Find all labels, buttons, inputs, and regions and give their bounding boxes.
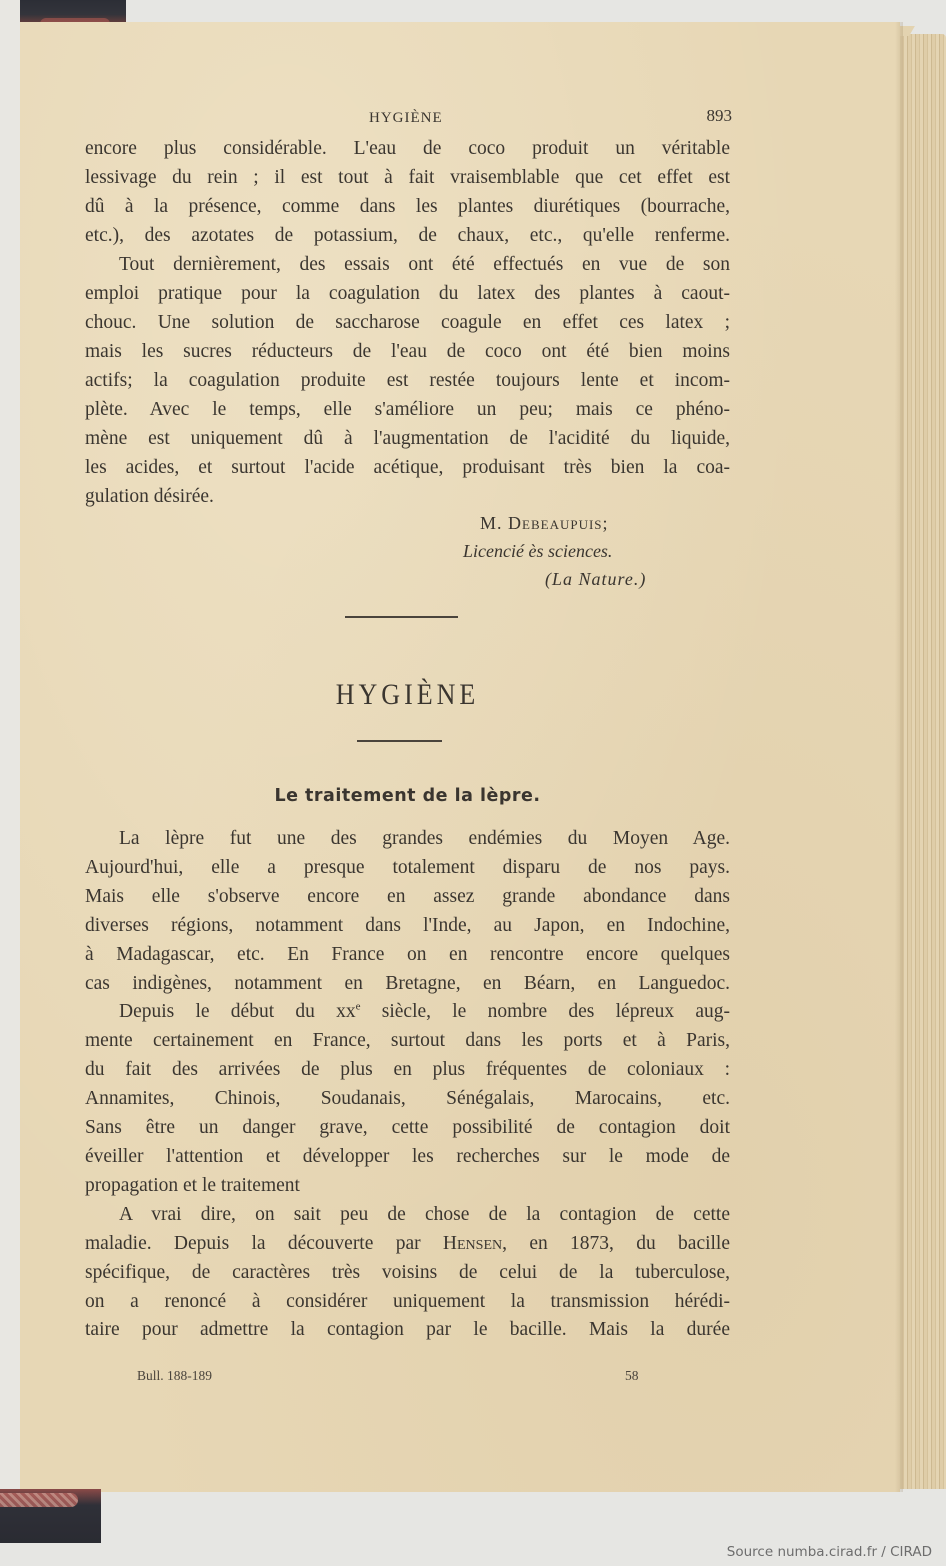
paragraph xyxy=(85,998,730,1200)
text-line: diverses régions, notamment dans l'Inde, au Japon, en Indochine, xyxy=(85,914,730,936)
book-cover-top xyxy=(20,0,126,24)
article-continuation xyxy=(85,106,730,607)
title-underline-rule xyxy=(357,740,442,742)
text-line: du fait des arrivées de plus en plus fréquentes de coloniaux : xyxy=(85,1059,730,1081)
text-line: on a renoncé à considérer uniquement la transmission hérédi- xyxy=(85,1290,730,1312)
text-line: A vrai dire, on sait peu de chose de la contagion de cette xyxy=(119,1203,730,1225)
author-name-suffix: ; xyxy=(602,513,609,533)
section-divider-rule xyxy=(345,616,458,618)
text-line: actifs; la coagulation produite est restée toujours lente et incom- xyxy=(85,370,730,391)
text-line xyxy=(85,998,730,1027)
author-name-prefix: M. xyxy=(480,513,509,533)
text-fragment: siècle, le nombre des lépreux aug- xyxy=(360,1001,730,1023)
sheet-number: 58 xyxy=(625,1368,639,1383)
text-line: encore plus considérable. L'eau de coco produit un véritable xyxy=(85,138,730,159)
paragraph xyxy=(85,134,730,250)
paragraph xyxy=(85,250,730,511)
text-line: mente certainement en France, surtout dans les ports et à Paris, xyxy=(85,1030,730,1052)
text-line: taire pour admettre la contagion par le bacille. Mais la durée xyxy=(85,1319,730,1341)
text-line: chouc. Une solution de saccharose coagule en effet ces latex ; xyxy=(85,312,730,333)
text-line: cas indigènes, notamment en Bretagne, en Béarn, en Languedoc. xyxy=(85,972,730,994)
text-line: Annamites, Chinois, Soudanais, Sénégalais, Marocains, etc. xyxy=(85,1088,730,1110)
person-name: Hensen xyxy=(442,1232,503,1254)
text-line: Tout dernièrement, des essais ont été effectués en vue de son xyxy=(119,254,730,275)
text-line: emploi pratique pour la coagulation du latex des plantes à caout- xyxy=(85,283,730,304)
scan-margin-left xyxy=(0,0,20,1490)
author-signature xyxy=(85,511,730,607)
page-edges-stack xyxy=(900,34,946,1489)
running-head xyxy=(85,106,730,134)
text-line: gulation désirée. xyxy=(85,486,214,507)
paragraph xyxy=(85,1201,730,1346)
source-citation: (La Nature.) xyxy=(545,569,647,589)
running-head-title: HYGIÈNE xyxy=(369,110,443,126)
text-line: La lèpre fut une des grandes endémies du Moyen Age. xyxy=(119,828,730,849)
text-line: éveiller l'attention et développer les recherches sur le mode de xyxy=(85,1145,730,1167)
book-cover-bottom xyxy=(0,1489,101,1543)
page-shadow xyxy=(895,22,903,1492)
text-line: plète. Avec le temps, elle s'améliore un peu; mais ce phéno- xyxy=(85,399,730,420)
text-line: Aujourd'hui, elle a presque totalement disparu de nos pays. xyxy=(85,856,730,878)
text-line: propagation et le traitement xyxy=(85,1174,300,1196)
text-line: mène est uniquement dû à l'augmentation de l'acidité du liquide, xyxy=(85,428,730,449)
text-line: Sans être un danger grave, cette possibilité de contagion doit xyxy=(85,1117,730,1139)
page-number: 893 xyxy=(706,106,732,125)
superscript: e xyxy=(355,1000,361,1013)
text-line: etc.), des azotates de potassium, de chaux, etc., qu'elle renferme. xyxy=(85,225,730,246)
text-line: Mais elle s'observe encore en assez grande abondance dans xyxy=(85,885,730,907)
source-credit: Source numba.cirad.fr / CIRAD xyxy=(726,1544,932,1560)
author-name xyxy=(480,513,609,534)
page-footer xyxy=(85,1368,730,1388)
author-title: Licencié ès sciences. xyxy=(463,541,613,561)
text-line: lessivage du rein ; il est tout à fait vraisemblable que cet effet est xyxy=(85,167,730,188)
paragraph xyxy=(85,825,730,998)
text-fragment: maladie. Depuis la découverte par xyxy=(85,1232,443,1254)
author-surname: Debeaupuis xyxy=(508,513,603,533)
signature-mark: Bull. 188-189 xyxy=(137,1368,213,1383)
text-line: les acides, et surtout l'acide acétique, produisant très bien la coa- xyxy=(85,457,730,478)
text-line: dû à la présence, comme dans les plantes diurétiques (bourrache, xyxy=(85,196,730,217)
section-title: HYGIÈNE xyxy=(335,677,480,712)
text-line: spécifique, de caractères très voisins de celui de la tuberculose, xyxy=(85,1261,730,1283)
text-fragment: , en 1873, du bacille xyxy=(502,1232,731,1254)
article-body xyxy=(85,825,730,1345)
article-title: Le traitement de la lèpre. xyxy=(274,786,541,806)
text-line xyxy=(85,1230,730,1259)
text-line: à Madagascar, etc. En France on en rencontre encore quelques xyxy=(85,943,730,965)
text-fragment: Depuis le début du xx xyxy=(119,1001,356,1023)
text-line: mais les sucres réducteurs de l'eau de coco ont été bien moins xyxy=(85,341,730,362)
